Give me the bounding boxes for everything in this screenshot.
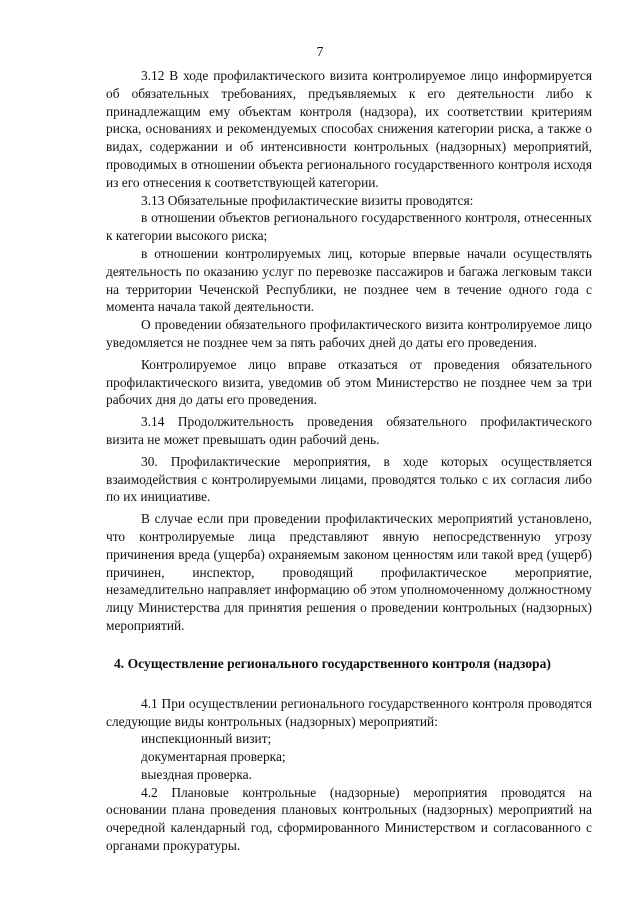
paragraph-high-risk: в отношении объектов регионального государственного контроля, отнесенных к категории высокого риска; (106, 210, 592, 244)
paragraph-4-1: 4.1 При осуществлении регионального государственного контроля проводятся следующие виды контрольных (надзорных) мероприятий: (106, 695, 592, 729)
paragraph-new-taxi: в отношении контролируемых лиц, которые впервые начали осуществлять деятельность по оказанию услуг по перевозке пассажиров и багажа легковым такси на территории Чеченской Республики, не позднее чем в течение одного года с момента начала такой деятельности. (106, 245, 592, 315)
section-heading: 4. Осуществление регионального государственного контроля (надзора) (114, 655, 551, 671)
list-item: выездная проверка. (141, 766, 252, 782)
paragraph-notification: О проведении обязательного профилактического визита контролируемое лицо уведомляется не позднее чем за пять рабочих дней до даты его проведения. (106, 317, 592, 350)
document-body (106, 67, 592, 855)
paragraph-30: 30. Профилактические мероприятия, в ходе которых осуществляется взаимодействия с контролируемыми лицами, проводятся только с их согласия либо по их инициативе. (106, 453, 592, 505)
paragraph-4-2: 4.2 Плановые контрольные (надзорные) мероприятия проводятся на основании плана проведения плановых контрольных (надзорных) мероприятий на очередной календарный год, сформированного Министерством и согласованного с органами прокуратуры. (106, 784, 592, 854)
page-number: 7 (316, 44, 324, 59)
paragraph-3-14: 3.14 Продолжительность проведения обязательного профилактического визита не может превышать один рабочий день. (106, 414, 592, 447)
paragraph-3-13: 3.13 Обязательные профилактические визиты проводятся: (141, 192, 474, 208)
list-item: инспекционный визит; (141, 731, 272, 747)
paragraph-threat: В случае если при проведении профилактических мероприятий установлено, что контролируемые лица представляют явную непосредственную угрозу причинения вреда (ущерба) охраняемым законом ценностям или такой вред (ущерб) причинен, инспектор, проводящий профилактическое мероприятие, незамедлительно направляет информацию об этом уполномоченному должностному лицу Министерства для принятия решения о проведении контрольных (надзорных) мероприятий. (106, 511, 592, 633)
paragraph-3-12: 3.12 В ходе профилактического визита контролируемое лицо информируется об обязательных требованиях, предъявляемых к его деятельности либо к принадлежащим ему объектам контроля (надзора), их соответствии критериям риска, основаниях и рекомендуемых способах снижения категории риска, а также о видах, содержании и об интенсивности контрольных (надзорных) мероприятий, проводимых в отношении объекта регионального государственного контроля исходя из его отнесения к соответствующей категории. (106, 68, 592, 190)
list-item: документарная проверка; (141, 749, 286, 765)
paragraph-refusal: Контролируемое лицо вправе отказаться от проведения обязательного профилактического визита, уведомив об этом Министерство не позднее чем за три рабочих дня до даты его проведения. (106, 356, 592, 408)
